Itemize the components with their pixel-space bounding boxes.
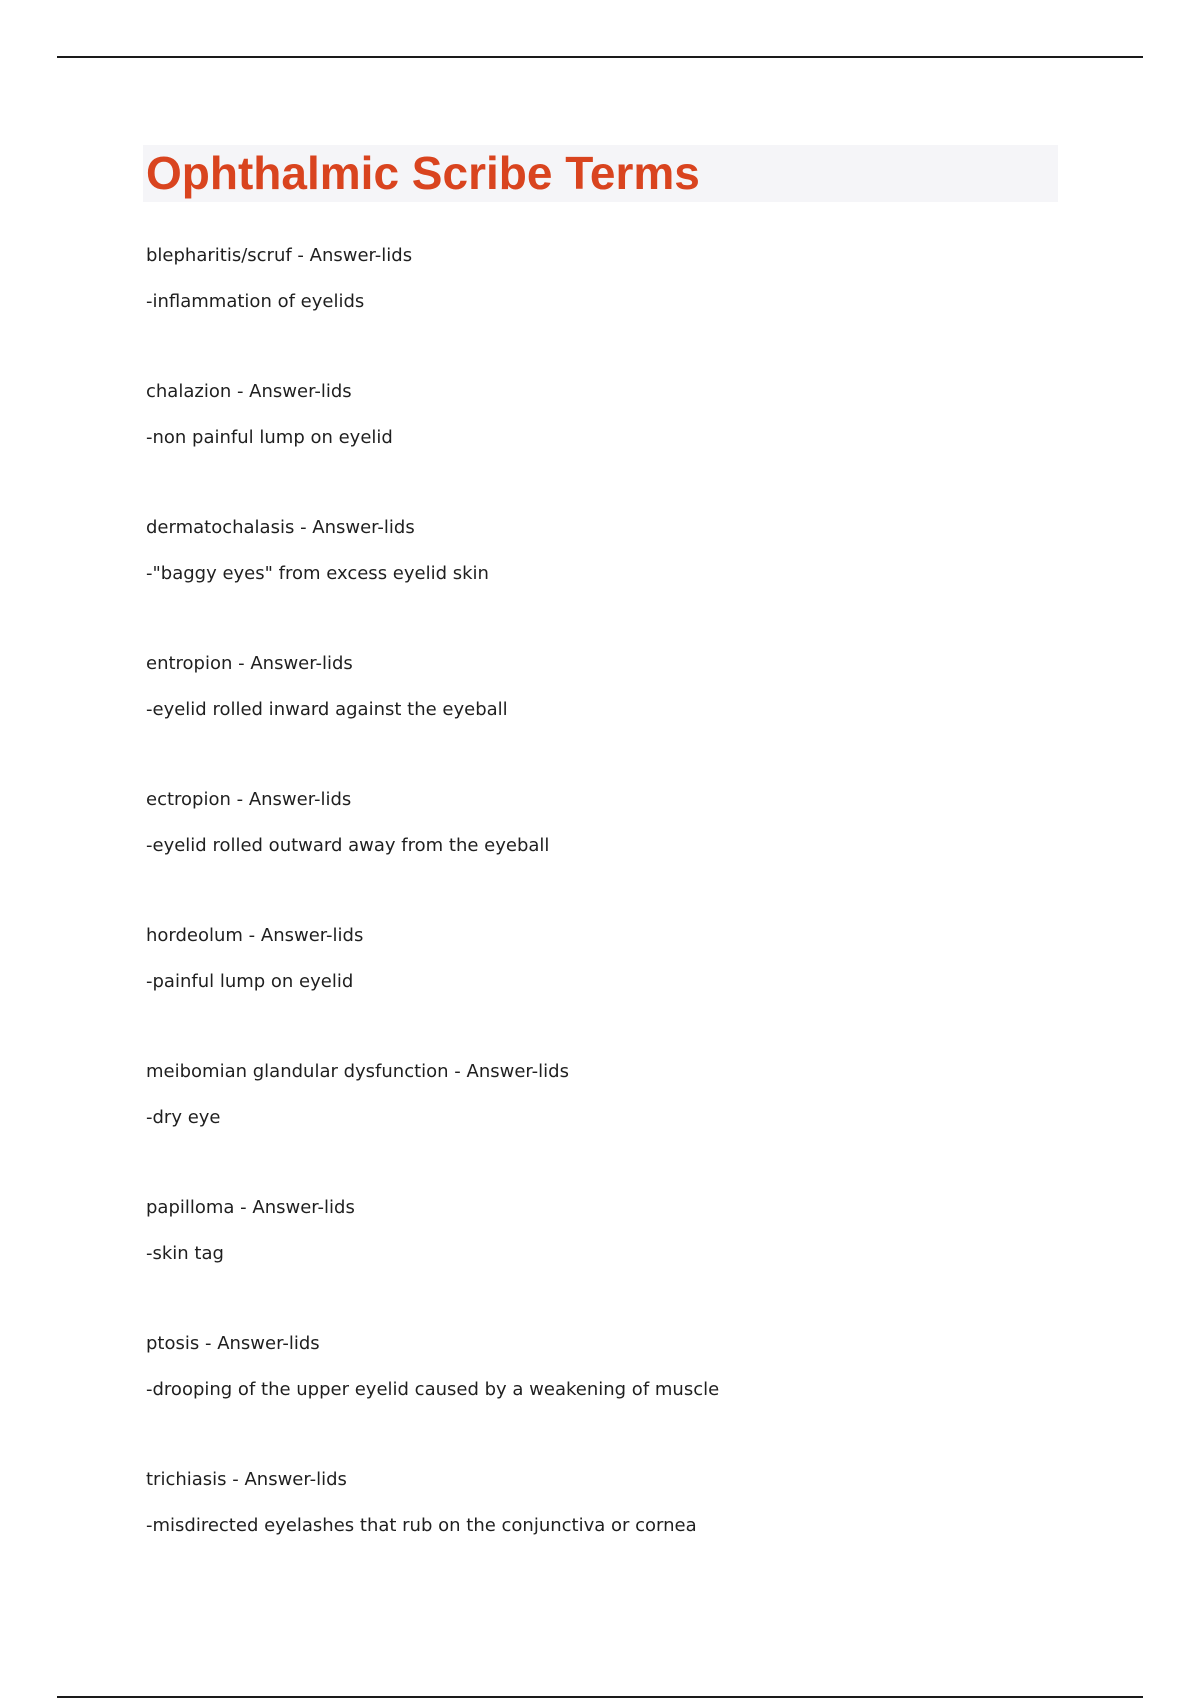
term-definition: -"baggy eyes" from excess eyelid skin: [146, 563, 489, 584]
term-label: hordeolum - Answer-lids: [146, 925, 364, 946]
term-label: chalazion - Answer-lids: [146, 381, 352, 402]
term-definition: -misdirected eyelashes that rub on the conjunctiva or cornea: [146, 1515, 697, 1536]
top-rule: [57, 56, 1143, 58]
term-definition: -skin tag: [146, 1243, 224, 1264]
page-title: Ophthalmic Scribe Terms: [146, 147, 700, 199]
term-definition: -inflammation of eyelids: [146, 291, 365, 312]
term-entry: [146, 788, 1046, 924]
term-entry: [146, 1060, 1046, 1196]
bottom-rule: [57, 1696, 1143, 1698]
term-entry: [146, 380, 1046, 516]
term-label: entropion - Answer-lids: [146, 653, 353, 674]
term-definition: -dry eye: [146, 1107, 221, 1128]
term-label: dermatochalasis - Answer-lids: [146, 517, 415, 538]
term-definition: -non painful lump on eyelid: [146, 427, 393, 448]
term-entry: [146, 516, 1046, 652]
term-entry: [146, 924, 1046, 1060]
term-definition: -painful lump on eyelid: [146, 971, 354, 992]
term-entry: [146, 652, 1046, 788]
term-label: papilloma - Answer-lids: [146, 1197, 355, 1218]
term-label: blepharitis/scruf - Answer-lids: [146, 245, 413, 266]
term-definition: -eyelid rolled inward against the eyeball: [146, 699, 508, 720]
term-definition: -eyelid rolled outward away from the eyeball: [146, 835, 550, 856]
term-label: ectropion - Answer-lids: [146, 789, 352, 810]
term-label: ptosis - Answer-lids: [146, 1333, 320, 1354]
term-label: meibomian glandular dysfunction - Answer-lids: [146, 1061, 569, 1082]
term-entry: [146, 1468, 1046, 1604]
term-entry: [146, 1332, 1046, 1468]
term-entry: [146, 244, 1046, 380]
term-entry: [146, 1196, 1046, 1332]
term-list: [146, 244, 1046, 1604]
term-label: trichiasis - Answer-lids: [146, 1469, 347, 1490]
term-definition: -drooping of the upper eyelid caused by a weakening of muscle: [146, 1379, 720, 1400]
